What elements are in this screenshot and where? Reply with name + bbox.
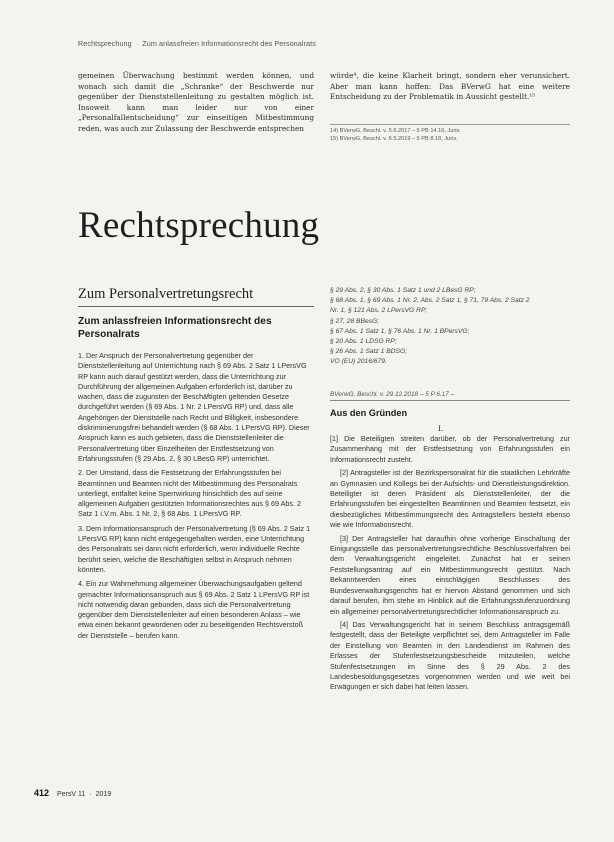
reasons-paragraph-4: [4] Das Verwaltungsgericht hat in seinem Beschluss antragsgemäß festgestellt, dass der Beteiligte verpflichtet sei, dem Antragsteller im Falle der Einstellung von Beamten in den Landesdienst im Rahmen des Erlasses der Stufenfestsetzungsbescheide mitzuteilen, welche Stufenfestsetzungen im Sinne des § 29 Abs. 2 des Landesbesoldungsgesetzes vorgenommen werden und wie weit bei Erwägungen er sich dabei hat leiten lassen. bbox=[330, 619, 570, 692]
headnotes bbox=[78, 351, 314, 645]
article-title: Zum anlassfreien Informationsrecht des Personalrats bbox=[78, 316, 272, 340]
journal-issue: PersV 11 bbox=[57, 791, 86, 798]
running-header-section: Rechtsprechung bbox=[78, 39, 132, 48]
norm-references bbox=[330, 286, 570, 368]
heading-divider bbox=[78, 306, 314, 307]
running-header-topic: Zum anlassfreien Informationsrecht des Personalrats bbox=[142, 39, 316, 48]
norm-item: Nr. 1, § 121 Abs. 2 LPersVG RP; bbox=[330, 307, 428, 315]
continued-paragraph-right: würde⁴, die keine Klarheit bringt, sondern eher verunsichert. Aber man kann hoffen: Das BVerwG hat eine weitere Entscheidung zu der Problematik in Aussicht gestellt.¹⁵ bbox=[330, 71, 570, 102]
footnote-14: 14) BVerwG, Beschl. v. 5.6.2017 – 5 PB 14.16, Juris. bbox=[330, 128, 461, 134]
continued-paragraph-left: gemeinen Überwachung bestimmt werden können, und wonach sich damit die „Schranke“ der Beschwerde nur gegenüber der Dienststellenleitung zu gestalten möglich ist. Insoweit kann man leider nur von einer „Personalfallentscheidung“ zur einseitigen Mitbestimmung reden, was auch zur Zulassung der Beschwerde entsprechen bbox=[78, 71, 314, 133]
journal-year: 2019 bbox=[95, 791, 112, 798]
running-header bbox=[78, 39, 316, 48]
norm-item: VO (EU) 2016/679. bbox=[330, 358, 387, 366]
category-heading: Zum Personalvertretungsrecht bbox=[78, 286, 254, 302]
norm-item: § 68 Abs. 1, § 69 Abs. 1 Nr. 2, Abs. 2 Satz 1, § 71, 79 Abs. 2 Satz 2 bbox=[330, 297, 530, 305]
norm-item: § 67 Abs. 1 Satz 1, § 76 Abs. 1 Nr. 1 BPersVG; bbox=[330, 327, 470, 335]
page-title: Rechtsprechung bbox=[78, 205, 320, 246]
reasons-heading: Aus den Gründen bbox=[330, 408, 408, 418]
running-header-separator: · bbox=[135, 39, 139, 48]
headnote-1: 1. Der Anspruch der Personalvertretung gegenüber der Dienststellenleitung auf Unterrichtung nach § 69 Abs. 2 Satz 1 LPersVG RP kann auch darauf gestützt werden, dass die Unterrichtung zur Durchführung der allgemeinen Aufgaben erforderlich ist, darüber zu wachen, dass die zugunsten der Beschäftigten geltenden Gesetze durchgeführt werden (§ 69 Abs. 1 Nr. 2 LPersVG RP) und, dass alle Angehörigen der Dienststelle nach Recht und Billigkeit, insbesondere diskriminierungsfrei behandelt werden (§ 68 Abs. 1 LPersVG RP). Dieser Anspruch kann es auch gebieten, dass die Dienststellenleiter die Personalvertretung über Einzelheiten der Erstfestsetzung von Erfahrungsstufen (§ 29 Abs. 2, § 30 LBesG RP) unterrichtet. bbox=[78, 351, 310, 463]
footer-separator: · bbox=[89, 791, 92, 798]
section-numeral: I. bbox=[438, 424, 444, 433]
page-footer bbox=[34, 788, 111, 798]
norm-item: § 20 Abs. 1 LDSG RP; bbox=[330, 338, 397, 346]
headnote-3: 3. Dem Informationsanspruch der Personalvertretung (§ 69 Abs. 2 Satz 1 LPersVG RP) kann nicht entgegengehalten werden, eine Unterrichtung des Personalrats sei dann nicht erforderlich, wenn individuelle Rechte berührt seien, welche die Beschäftigten selbst in Anspruch nehmen könnten. bbox=[78, 523, 311, 574]
continued-text-left bbox=[78, 71, 314, 135]
decision-citation: BVerwG, Beschl. v. 29.12.2018 – 5 P 6.17 – bbox=[330, 391, 570, 401]
continued-text-right bbox=[330, 71, 570, 103]
reasons-paragraph-1: [1] Die Beteiligten streiten darüber, ob der Personalvertretung zur Zusammenhang mit der Erstfestsetzung von Erfahrungsstufen ein Informationsrecht zusteht. bbox=[330, 434, 570, 464]
reasons-body bbox=[330, 434, 570, 696]
headnote-4: 4. Ein zur Wahrnehmung allgemeiner Überwachungsaufgaben geltend gemachter Informationsanspruch aus § 69 Abs. 2 Satz 1 LPersVG RP ist nicht notwendig daran gebunden, dass sich die Personalvertretung gegenüber dem Dienststellenleiter auf einen besonderen Anlass – wie etwa einen bekannt gewordenen oder zu beseitigenden Rechtsverstoß der Dienststelle – berufen kann. bbox=[78, 579, 310, 640]
footnotes bbox=[330, 124, 570, 144]
page-number: 412 bbox=[34, 788, 50, 798]
headnote-2: 2. Der Umstand, dass die Festsetzung der Erfahrungsstufen bei Beamtinnen und Beamten nicht der Mitbestimmung des Personalrats unterliegt, entfaltet keine Sperrwirkung hinsichtlich des auf seine allgemeinen Aufgaben gestützten Informationsrechtes aus § 69 Abs. 2 Satz 1 i.V.m. Abs. 1 Nr. 2, § 68 Abs. 1 LPersVG RP. bbox=[78, 468, 301, 519]
norm-item: § 27, 28 BBesG; bbox=[330, 317, 380, 325]
reasons-paragraph-2: [2] Antragsteller ist der Bezirkspersonalrat für die staatlichen Lehrkräfte an Gymnasien und Kollegs bei der Aufsichts- und Dienstleistungsdirektion. Beteiligter ist deren Präsident als Dienststellenleiter, der die Erfahrungsstufen bei eingestellten Beamtinnen und Beamten festsetzt, ein diesbezügliches Mitbestimmungsrecht des Antragstellers besteht ebenso wie wie Informationsrecht. bbox=[330, 468, 570, 530]
reasons-paragraph-3: [3] Der Antragsteller hat daraufhin ohne vorherige Einschaltung der Einigungsstelle das personalvertretungsrechtliche Beschlussverfahren bei dem Verwaltungsgericht eingeleitet. Zunächst hat er seinen Feststellungsantrag auf ein Mitbestimmungsrecht gestützt. Nach Bekanntwerden eines einschlägigen Beschlusses des Bundesverwaltungsgerichts hat er hiervon Abstand genommen und sich darauf berufen, ihm stehe im Hinblick auf die Erfahrungsstufenzuordnung ein allgemeiner personalvertretungsrechtlicher Informationsanspruch zu. bbox=[330, 533, 570, 616]
norm-item: § 26 Abs. 1 Satz 1 BDSG; bbox=[330, 348, 408, 356]
footnote-15: 15) BVerwG, Beschl. v. 6.5.2019 – 5 PB 8.18, Juris. bbox=[330, 136, 458, 143]
norm-item: § 29 Abs. 2, § 30 Abs. 1 Satz 1 und 2 LBesG RP; bbox=[330, 287, 476, 294]
